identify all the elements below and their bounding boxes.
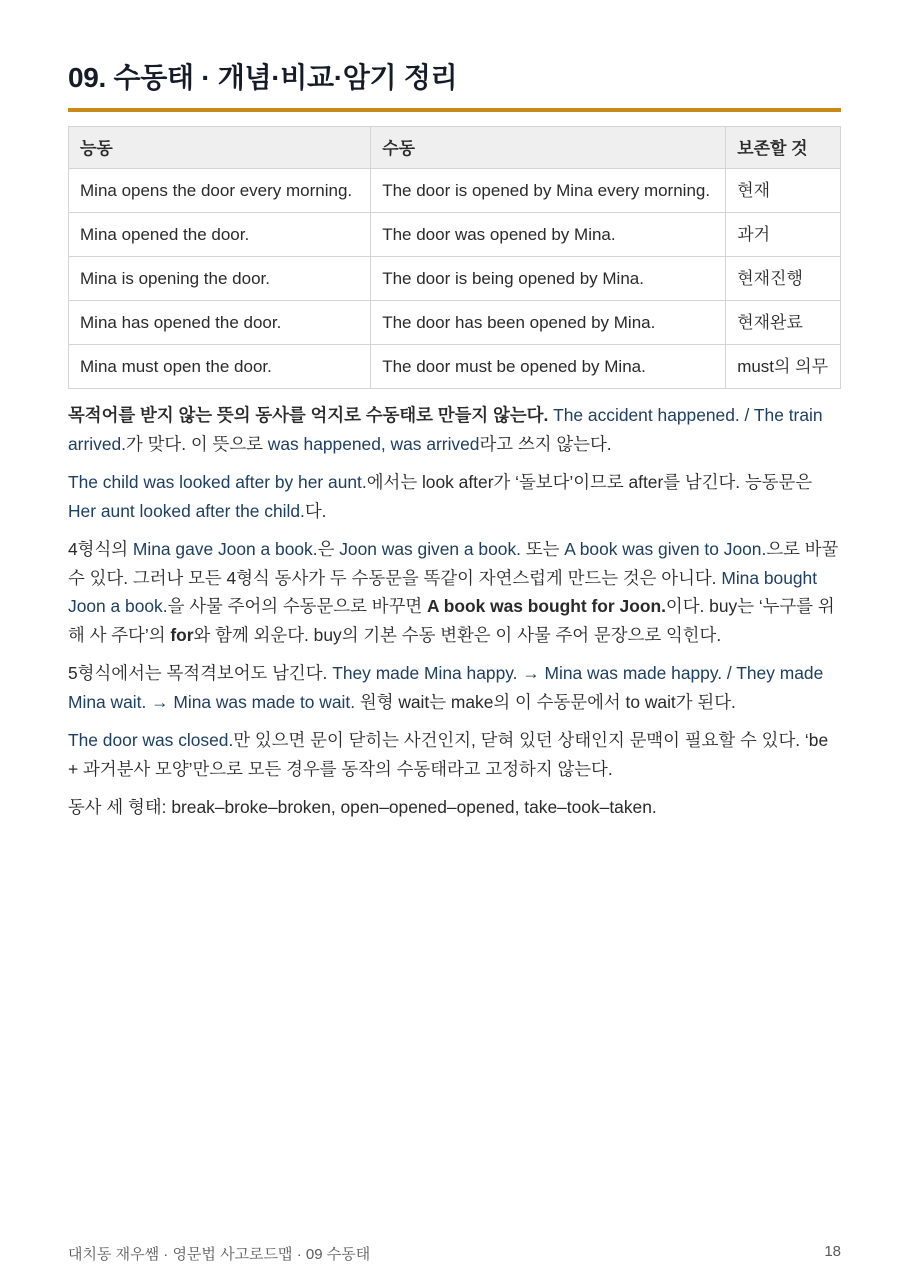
note-text: 을 사물 주어의 수동문으로 바꾸면 — [167, 596, 427, 616]
preserve-cell: must의 의무 — [726, 345, 841, 389]
active-cell: Mina has opened the door. — [69, 301, 371, 345]
note-text: 에서는 look after가 ‘돌보다’이므로 after를 남긴다. 능동문은 — [366, 472, 813, 492]
note-text: 와 함께 외운다. buy의 기본 수동 변환은 이 사물 주어 문장으로 익힌다. — [193, 624, 722, 645]
example-text: Mina gave Joon a book. — [132, 539, 318, 559]
note-text: 또는 — [520, 539, 565, 559]
example-text: They made Mina happy. → Mina was made happy. / They made Mina wait. → Mina was made to wait. — [68, 663, 824, 712]
note-verb-forms: 동사 세 형태: break–broke–broken, open–opened–opened, take–took–taken. — [68, 797, 657, 817]
note-phrasal-verb — [68, 468, 841, 525]
note-lead: 목적어를 받지 않는 뜻의 동사를 억지로 수동태로 만들지 않는다. — [68, 405, 549, 425]
note-text: 5형식에서는 목적격보어도 남긴다. — [68, 663, 333, 683]
preserve-cell: 과거 — [726, 213, 841, 257]
example-text: The child was looked after by her aunt. — [68, 472, 367, 492]
note-text: 으로 바꿀 수 있다. 그러나 모든 4형식 동사가 두 수동문을 똑같이 자연스럽게 만드는 것은 아니다. — [68, 539, 839, 588]
voice-comparison-table — [68, 126, 841, 389]
notes-section — [68, 401, 841, 822]
example-text: Mina bought Joon a book. — [68, 567, 818, 616]
example-text-bold: A book was bought for Joon. — [426, 596, 666, 616]
preserve-cell: 현재진행 — [726, 257, 841, 301]
note-text: 가 맞다. 이 뜻으로 — [126, 433, 268, 454]
table-row — [69, 213, 841, 257]
example-text: was happened, was arrived — [267, 433, 480, 454]
note-text: 만 있으면 문이 닫히는 사건인지, 닫혀 있던 상태인지 문맥이 필요할 수 있다. ‘be + 과거분사 모양’만으로 모든 경우를 동작의 수동태라고 고정하지 않는다. — [68, 730, 829, 779]
example-text: The door was closed. — [68, 730, 234, 750]
example-text: The accident happened. / The train arrived. — [68, 405, 823, 454]
note-intransitive — [68, 401, 841, 458]
active-cell: Mina is opening the door. — [69, 257, 371, 301]
header-active: 능동 — [69, 127, 371, 169]
note-state-vs-action — [68, 726, 841, 783]
table-header-row — [69, 127, 841, 169]
table-row — [69, 169, 841, 213]
preserve-cell: 현재완료 — [726, 301, 841, 345]
example-text: Her aunt looked after the child. — [68, 500, 305, 521]
note-fourth-form — [68, 535, 841, 649]
table-row — [69, 301, 841, 345]
active-cell: Mina opens the door every morning. — [69, 169, 371, 213]
header-passive: 수동 — [371, 127, 726, 169]
page-footer — [68, 1243, 841, 1264]
note-text: 이다. buy는 ‘누구를 위해 사 주다’의 — [68, 596, 835, 645]
example-text-bold: for — [170, 624, 194, 645]
note-text: 은 — [317, 539, 340, 559]
note-text: 원형 wait는 make의 이 수동문에서 to wait가 된다. — [355, 691, 736, 712]
header-preserve: 보존할 것 — [726, 127, 841, 169]
active-cell: Mina opened the door. — [69, 213, 371, 257]
passive-cell: The door was opened by Mina. — [371, 213, 726, 257]
passive-cell: The door must be opened by Mina. — [371, 345, 726, 389]
note-text: 4형식의 — [68, 539, 133, 559]
note-text: 다. — [304, 500, 327, 521]
example-text: A book was given to Joon. — [564, 539, 767, 559]
passive-cell: The door has been opened by Mina. — [371, 301, 726, 345]
preserve-cell: 현재 — [726, 169, 841, 213]
page-content — [68, 56, 841, 822]
page-title: 09. 수동태 · 개념·비교·암기 정리 — [68, 56, 841, 112]
table-row — [69, 257, 841, 301]
table-row — [69, 345, 841, 389]
note-text: 라고 쓰지 않는다. — [479, 433, 612, 454]
footer-label: 대치동 재우쌤 · 영문법 사고로드맵 · 09 수동태 — [68, 1246, 371, 1263]
passive-cell: The door is opened by Mina every morning. — [371, 169, 726, 213]
active-cell: Mina must open the door. — [69, 345, 371, 389]
page-number: 18 — [824, 1243, 841, 1260]
note-fifth-form — [68, 659, 841, 716]
passive-cell: The door is being opened by Mina. — [371, 257, 726, 301]
example-text: Joon was given a book. — [339, 539, 521, 559]
